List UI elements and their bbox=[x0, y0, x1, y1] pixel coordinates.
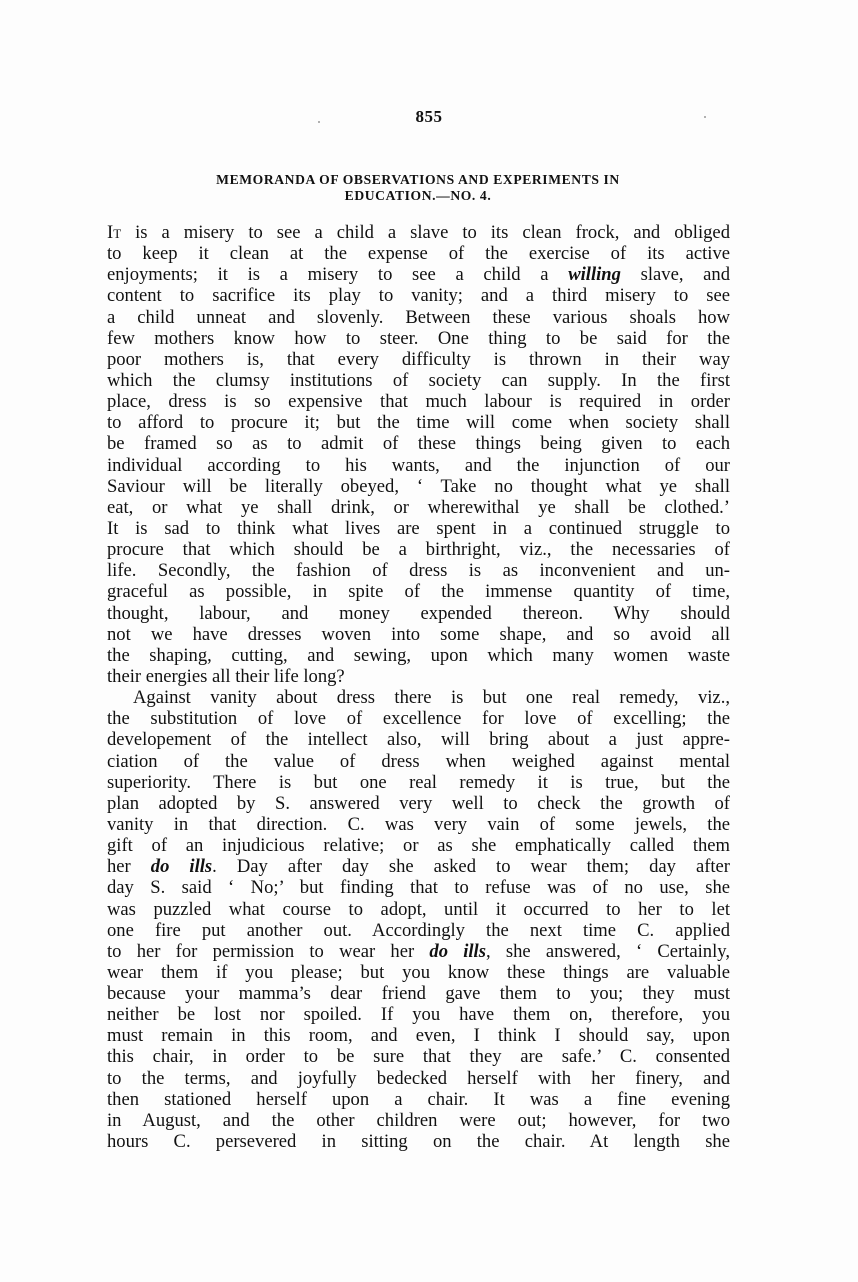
text-line: be framed so as to admit of these things being given to each bbox=[107, 433, 730, 455]
text-line: developement of the intellect also, will bring about a just appre- bbox=[107, 729, 730, 751]
article-body bbox=[107, 222, 730, 1152]
text-line: enjoyments; it is a misery to see a child a willing slave, and bbox=[107, 264, 731, 286]
text-line: their energies all their life long? bbox=[107, 665, 345, 687]
text-line: wear them if you please; but you know these things are valuable bbox=[107, 961, 730, 983]
drop-word: It bbox=[107, 222, 122, 243]
text-line: graceful as possible, in spite of the immense quantity of time, bbox=[107, 581, 730, 603]
paragraph-2 bbox=[107, 687, 730, 1152]
text-line: gift of an injudicious relative; or as she emphatically called them bbox=[107, 835, 730, 857]
text-line: Against vanity about dress there is but one real remedy, viz., bbox=[133, 687, 730, 709]
text-line: not we have dresses woven into some shape, and so avoid all bbox=[107, 623, 730, 645]
text-line: content to sacrifice its play to vanity; and a third misery to see bbox=[107, 285, 730, 307]
article-title-line-2: EDUCATION.—NO. 4. bbox=[344, 188, 492, 203]
emphasis: do ills bbox=[429, 940, 486, 962]
text-line: the substitution of love of excellence for love of excelling; the bbox=[107, 708, 730, 730]
text-line: ciation of the value of dress when weighed against mental bbox=[107, 750, 730, 772]
text-line: because your mamma’s dear friend gave them to you; they must bbox=[107, 983, 730, 1005]
text-line: superiority. There is but one real remedy it is true, but the bbox=[107, 771, 730, 793]
text-line: which the clumsy institutions of society can supply. In the first bbox=[107, 369, 730, 391]
text-line: place, dress is so expensive that much labour is required in order bbox=[107, 391, 730, 413]
text-line: then stationed herself upon a chair. It was a fine evening bbox=[107, 1088, 730, 1110]
text-line: few mothers know how to steer. One thing to be said for the bbox=[107, 327, 730, 349]
text-line: her do ills. Day after day she asked to wear them; day after bbox=[107, 856, 731, 878]
text-line: individual according to his wants, and the injunction of our bbox=[107, 454, 730, 476]
text-line: It is a misery to see a child a slave to its clean frock, and obliged bbox=[107, 222, 730, 243]
text-line: poor mothers is, that every difficulty is thrown in their way bbox=[107, 348, 730, 370]
text-line: vanity in that direction. C. was very vain of some jewels, the bbox=[107, 813, 730, 835]
text-line: to her for permission to wear her do ills, she answered, ‘ Certainly, bbox=[107, 940, 730, 962]
text-line: neither be lost nor spoiled. If you have them on, therefore, you bbox=[107, 1004, 730, 1026]
text-line: to the terms, and joyfully bedecked herself with her finery, and bbox=[107, 1067, 730, 1089]
article-title-line-1: MEMORANDA OF OBSERVATIONS AND EXPERIMENTS IN bbox=[216, 172, 620, 187]
article-title bbox=[107, 172, 729, 204]
text-line: life. Secondly, the fashion of dress is as inconvenient and un- bbox=[107, 560, 730, 582]
text-line: the shaping, cutting, and sewing, upon which many women waste bbox=[107, 644, 730, 666]
text-line: It is sad to think what lives are spent in a continued struggle to bbox=[107, 517, 730, 539]
text-line: plan adopted by S. answered very well to check the growth of bbox=[107, 792, 730, 814]
emphasis: willing bbox=[568, 264, 621, 286]
text-line: procure that which should be a birthright, viz., the necessaries of bbox=[107, 539, 730, 561]
text-line: was puzzled what course to adopt, until it occurred to her to let bbox=[107, 898, 730, 920]
text-line: day S. said ‘ No;’ but finding that to refuse was of no use, she bbox=[107, 877, 730, 899]
text-line: this chair, in order to be sure that they are safe.’ C. consented bbox=[107, 1046, 730, 1068]
text-line: a child unneat and slovenly. Between these various shoals how bbox=[107, 306, 730, 328]
text-line: to keep it clean at the expense of the exercise of its active bbox=[107, 243, 730, 265]
text-line: to afford to procure it; but the time will come when society shall bbox=[107, 412, 730, 434]
text-line: thought, labour, and money expended thereon. Why should bbox=[107, 602, 730, 624]
emphasis: do ills bbox=[150, 856, 213, 878]
text-line: in August, and the other children were out; however, for two bbox=[107, 1109, 730, 1131]
text-line: eat, or what ye shall drink, or wherewithal ye shall be clothed.’ bbox=[107, 496, 730, 518]
text-line: one fire put another out. Accordingly the next time C. applied bbox=[107, 919, 730, 941]
text-line: hours C. persevered in sitting on the chair. At length she bbox=[107, 1131, 730, 1153]
text-line: Saviour will be literally obeyed, ‘ Take no thought what ye shall bbox=[107, 475, 730, 497]
text-line: must remain in this room, and even, I think I should say, upon bbox=[107, 1025, 730, 1047]
page-number: 855 bbox=[415, 107, 443, 126]
paragraph-1 bbox=[107, 222, 730, 687]
